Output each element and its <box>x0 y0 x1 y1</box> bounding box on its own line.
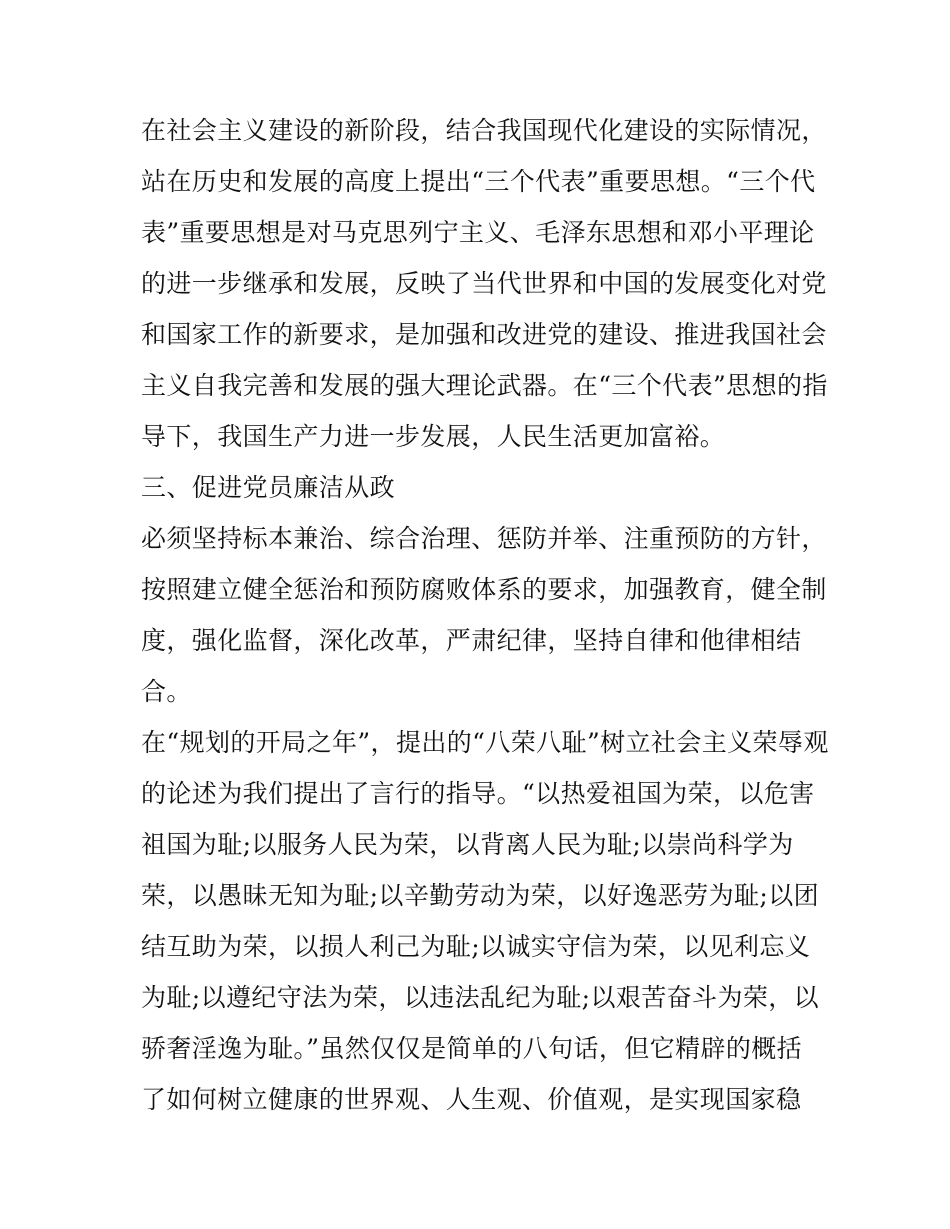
text-line: 的进一步继承和发展，反映了当代世界和中国的发展变化对党 <box>141 269 827 298</box>
text-line: 了如何树立健康的世界观、人生观、价值观，是实现国家稳 <box>141 1085 802 1114</box>
text-line: 必须坚持标本兼治、综合治理、惩防并举、注重预防的方针， <box>141 524 827 553</box>
document-body <box>141 105 829 1125</box>
text-line: 度，强化监督，深化改革，严肃纪律，坚持自律和他律相结 <box>141 626 802 655</box>
text-line: 按照建立健全惩治和预防腐败体系的要求，加强教育，健全制 <box>141 575 827 604</box>
text-line: 站在历史和发展的高度上提出“三个代表”重要思想。“三个代 <box>141 167 816 196</box>
text-line: 祖国为耻;以服务人民为荣，以背离人民为耻;以崇尚科学为 <box>141 830 794 859</box>
text-line: 合。 <box>141 677 192 706</box>
text-line: 和国家工作的新要求，是加强和改进党的建设、推进我国社会 <box>141 320 827 349</box>
section-heading: 三、促进党员廉洁从政 <box>141 473 396 502</box>
text-line: 在“规划的开局之年”，提出的“八荣八耻”树立社会主义荣辱观 <box>141 728 829 757</box>
text-line: 骄奢淫逸为耻。”虽然仅仅是简单的八句话，但它精辟的概括 <box>141 1034 803 1063</box>
text-line: 导下，我国生产力进一步发展，人民生活更加富裕。 <box>141 422 726 451</box>
text-line: 在社会主义建设的新阶段，结合我国现代化建设的实际情况， <box>141 116 827 145</box>
text-line: 主义自我完善和发展的强大理论武器。在“三个代表”思想的指 <box>141 371 828 400</box>
text-line: 结互助为荣，以损人利己为耻;以诚实守信为荣，以见利忘义 <box>141 932 811 961</box>
text-line: 的论述为我们提出了言行的指导。“以热爱祖国为荣，以危害 <box>141 779 815 808</box>
text-line: 表”重要思想是对马克思列宁主义、毛泽东思想和邓小平理论 <box>141 218 815 247</box>
text-line: 为耻;以遵纪守法为荣，以违法乱纪为耻;以艰苦奋斗为荣，以 <box>141 983 820 1012</box>
text-line: 荣，以愚昧无知为耻;以辛勤劳动为荣，以好逸恶劳为耻;以团 <box>141 881 820 910</box>
